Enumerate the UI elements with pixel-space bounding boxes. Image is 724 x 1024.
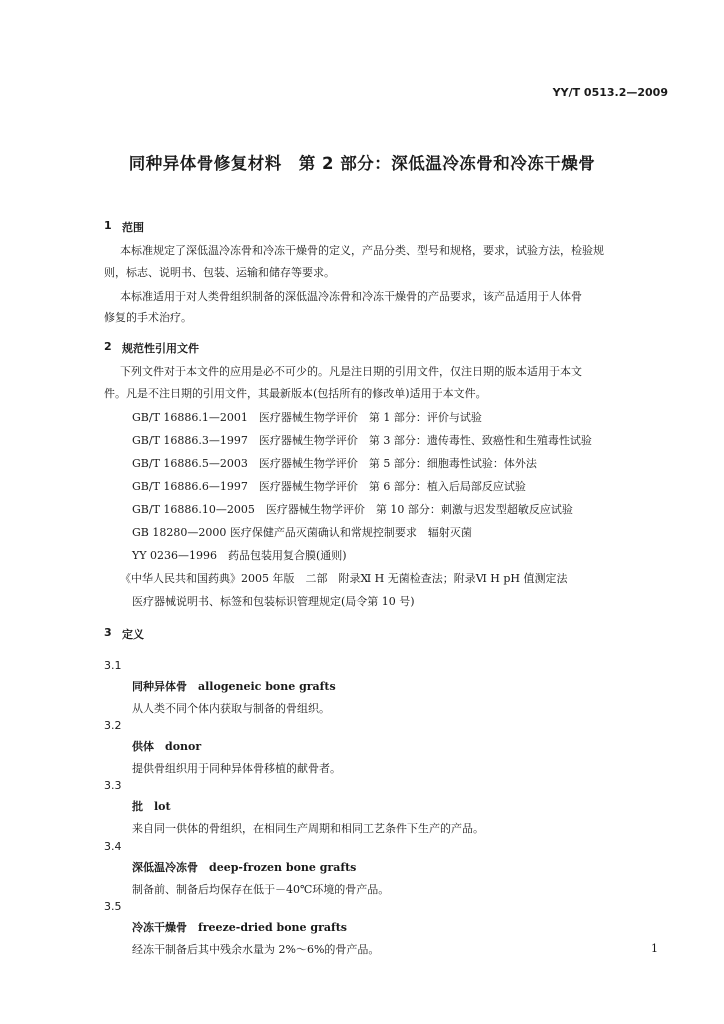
section-2-intro-line1: 下列文件对于本文件的应用是必不可少的。凡是注日期的引用文件，仅注日期的版本适用于本文: [120, 365, 582, 378]
term-number: 3.1: [104, 659, 122, 672]
standard-number: YY/T 0513.2—2009: [552, 86, 668, 99]
section-1-heading: 范围: [122, 221, 144, 234]
term-definition: 经冻干制备后其中残余水量为 2%～6%的骨产品。: [132, 943, 380, 956]
reference-item: YY 0236—1996 药品包装用复合膜(通则): [132, 549, 347, 562]
reference-item: 医疗器械说明书、标签和包装标识管理规定(局令第 10 号): [132, 595, 415, 608]
section-1-para2-line2: 修复的手术治疗。: [104, 311, 192, 324]
section-1-para1-line2: 则，标志、说明书、包装、运输和储存等要求。: [104, 266, 335, 279]
term-number: 3.4: [104, 840, 122, 853]
term-definition: 制备前、制备后均保存在低于－40℃环境的骨产品。: [132, 883, 390, 896]
reference-item: GB/T 16886.6—1997 医疗器械生物学评价 第 6 部分：植入后局部反应试验: [132, 480, 526, 493]
reference-item: GB/T 16886.10—2005 医疗器械生物学评价 第 10 部分：刺激与迟发型超敏反应试验: [132, 503, 573, 516]
term-number: 3.3: [104, 779, 122, 792]
term-number: 3.2: [104, 719, 122, 732]
term-title: 供体 donor: [132, 740, 202, 753]
term-title: 同种异体骨 allogeneic bone grafts: [132, 680, 336, 693]
reference-item: GB 18280—2000 医疗保健产品灭菌确认和常规控制要求 辐射灭菌: [132, 526, 472, 539]
term-title: 深低温冷冻骨 deep-frozen bone grafts: [132, 861, 357, 874]
reference-item: 《中华人民共和国药典》2005 年版 二部 附录Ⅺ H 无菌检查法；附录Ⅵ H pH 值测定法: [120, 572, 568, 585]
term-definition: 从人类不同个体内获取与制备的骨组织。: [132, 702, 330, 715]
section-1-para2-line1: 本标准适用于对人类骨组织制备的深低温冷冻骨和冷冻干燥骨的产品要求，该产品适用于人体骨: [120, 290, 582, 303]
reference-item: GB/T 16886.3—1997 医疗器械生物学评价 第 3 部分：遗传毒性、致癌性和生殖毒性试验: [132, 434, 592, 447]
term-title: 冷冻干燥骨 freeze-dried bone grafts: [132, 921, 347, 934]
term-definition: 来自同一供体的骨组织，在相同生产周期和相同工艺条件下生产的产品。: [132, 822, 484, 835]
section-2-intro-line2: 件。凡是不注日期的引用文件，其最新版本(包括所有的修改单)适用于本文件。: [104, 387, 487, 400]
term-title: 批 lot: [132, 800, 171, 813]
section-2-heading: 规范性引用文件: [122, 342, 199, 355]
reference-item: GB/T 16886.1—2001 医疗器械生物学评价 第 1 部分：评价与试验: [132, 411, 482, 424]
document-title: 同种异体骨修复材料 第 2 部分：深低温冷冻骨和冷冻干燥骨: [128, 154, 596, 173]
section-1-para1-line1: 本标准规定了深低温冷冻骨和冷冻干燥骨的定义，产品分类、型号和规格，要求，试验方法，检验规: [120, 244, 604, 257]
term-definition: 提供骨组织用于同种异体骨移植的献骨者。: [132, 762, 341, 775]
page-number: 1: [651, 942, 658, 955]
section-3-number: 3: [104, 626, 112, 639]
section-3-heading: 定义: [122, 628, 144, 641]
term-number: 3.5: [104, 900, 122, 913]
section-2-number: 2: [104, 340, 112, 353]
section-1-number: 1: [104, 219, 112, 232]
reference-item: GB/T 16886.5—2003 医疗器械生物学评价 第 5 部分：细胞毒性试验：体外法: [132, 457, 537, 470]
